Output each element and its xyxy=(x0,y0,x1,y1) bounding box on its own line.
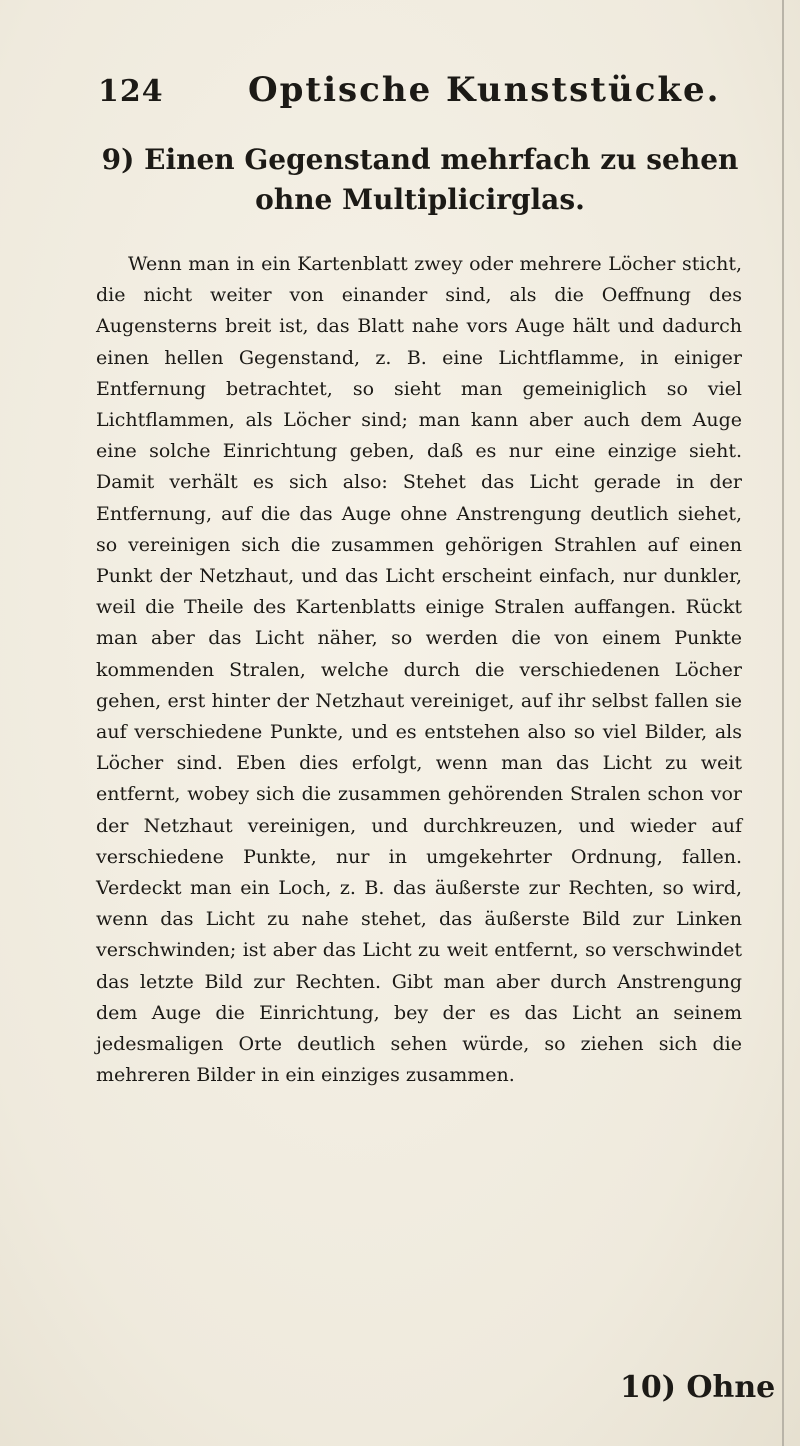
running-head: Optische Kunststücke. xyxy=(248,70,721,110)
page-header xyxy=(98,70,738,120)
section-title: 9) Einen Gegenstand mehrfach zu sehen ohne Multiplicirglas. xyxy=(101,143,739,216)
body-paragraph: Wenn man in ein Kartenblatt zwey oder mehrere Löcher sticht, die nicht weiter von einander sind, als die Oeffnung des Augensterns breit ist, das Blatt nahe vors Auge hält und dadurch einen hellen Gegenstand, z. B. eine Lichtflamme, in einiger Entfernung betrachtet, so sieht man gemeiniglich so viel Lichtflammen, als Löcher sind; man kann aber auch dem Auge eine solche Einrichtung geben, daß es nur eine einzige sieht. Damit verhält es sich also: Stehet das Licht gerade in der Entfernung, auf die das Auge ohne Anstrengung deutlich siehet, so vereinigen sich die zusammen gehörigen Strahlen auf einen Punkt der Netzhaut, und das Licht erscheint einfach, nur dunkler, weil die Theile des Kartenblatts einige Stralen auffangen. Rückt man aber das Licht näher, so werden die von einem Punkte kommenden Stralen, welche durch die verschiedenen Löcher gehen, erst hinter der Netzhaut vereiniget, auf ihr selbst fallen sie auf verschiedene Punkte, und es entstehen also so viel Bilder, als Löcher sind. Eben dies erfolgt, wenn man das Licht zu weit entfernt, wobey sich die zusammen gehörenden Stralen schon vor der Netzhaut vereinigen, und durchkreuzen, und wieder auf verschiedene Punkte, nur in umgekehrter Ordnung, fallen. Verdeckt man ein Loch, z. B. das äußerste zur Rechten, so wird, wenn das Licht zu nahe stehet, das äußerste Bild zur Linken verschwinden; ist aber das Licht zu weit entfernt, so verschwindet das letzte Bild zur Rechten. Gibt man aber durch Anstrengung dem Auge die Einrichtung, bey der es das Licht an seinem jedesmaligen Orte deutlich sehen würde, so ziehen sich die mehreren Bilder in ein einziges zusammen. xyxy=(96,253,742,1087)
page-number: 124 xyxy=(98,74,164,109)
catchword: 10) Ohne xyxy=(620,1370,776,1405)
page-edge-divider xyxy=(782,0,784,1446)
